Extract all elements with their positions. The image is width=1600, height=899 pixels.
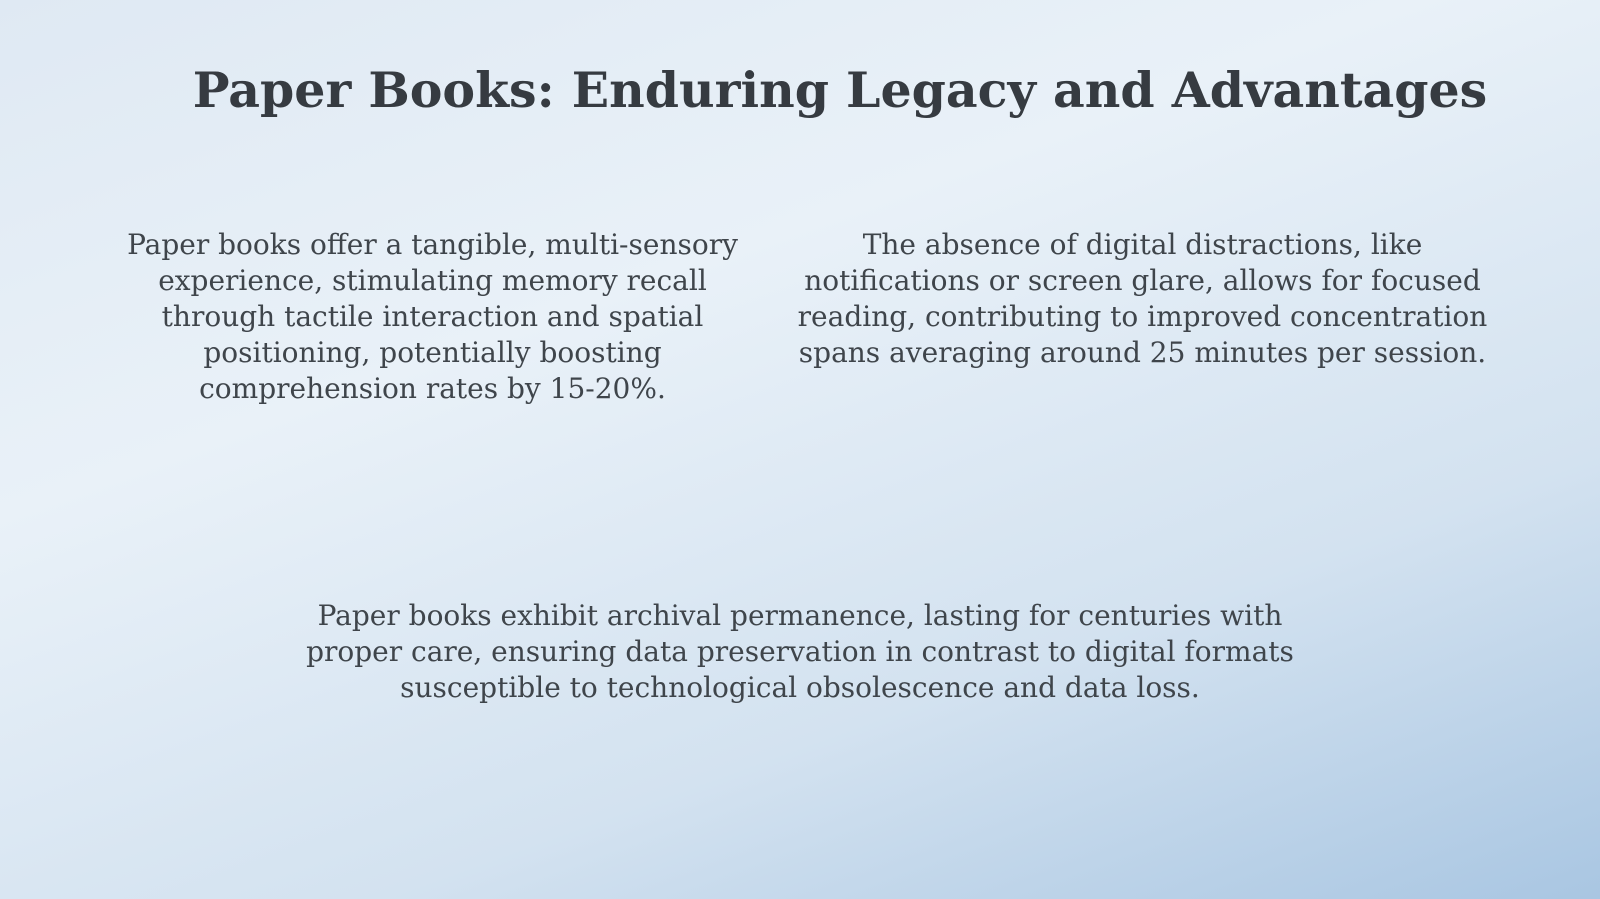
point-archival-permanence: Paper books exhibit archival permanence, lasting for centuries with proper care, ensuring data preservation in contrast to digital formats susceptible to technological obsolescence and data loss.	[306, 599, 1294, 704]
point-tangible-experience: Paper books offer a tangible, multi-sensory experience, stimulating memory recall through tactile interaction and spatial positioning, potentially boosting comprehension rates by 15-20%.	[127, 228, 738, 405]
title-container	[0, 58, 1600, 122]
point-no-distractions: The absence of digital distractions, like notifications or screen glare, allows for focused reading, contributing to improved concentration spans averaging around 25 minutes per session.	[797, 228, 1488, 369]
slide-title: Paper Books: Enduring Legacy and Advantages	[192, 61, 1488, 119]
